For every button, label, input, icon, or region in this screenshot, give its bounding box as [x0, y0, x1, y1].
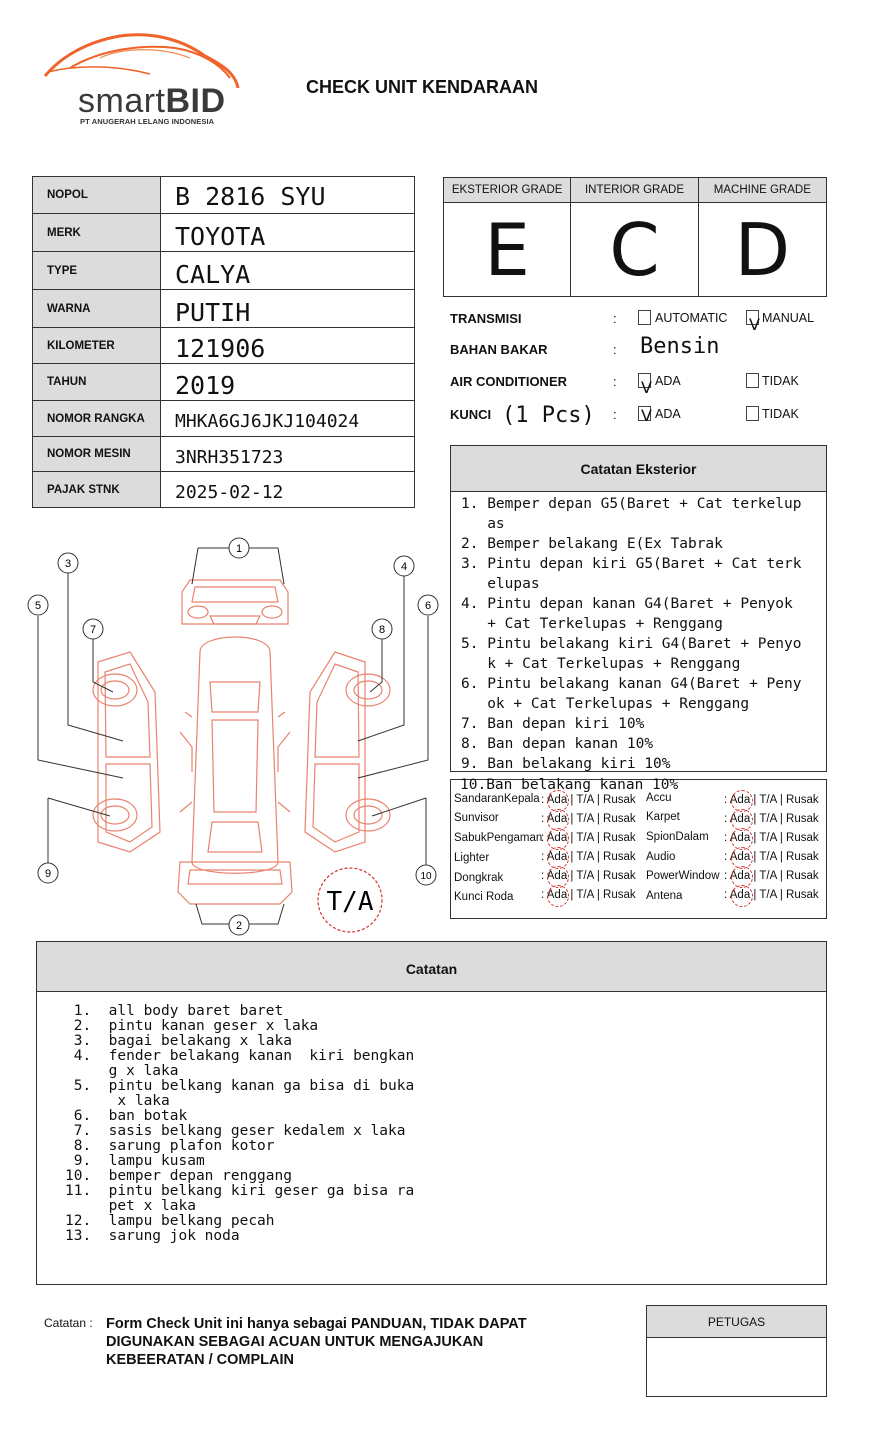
ada-circle-mark: [547, 885, 569, 907]
marker-3: 3: [64, 558, 72, 570]
grade-label: MACHINE GRADE: [699, 178, 826, 203]
notes-title: Catatan: [37, 942, 826, 992]
colon: :: [613, 407, 617, 422]
accessory-options: : Ada | T/A | Rusak: [724, 851, 819, 863]
automatic-checkbox[interactable]: [638, 310, 651, 325]
grade-panel: [443, 177, 827, 297]
grade-value: D: [734, 207, 791, 292]
kunci-ada-label: ADA: [655, 407, 681, 421]
note-line: 6. ban botak: [65, 1108, 188, 1124]
info-label: KILOMETER: [33, 328, 161, 364]
marker-7: 7: [89, 624, 97, 636]
accessory-options: : Ada | T/A | Rusak: [541, 832, 636, 844]
accessory-options: : Ada | T/A | Rusak: [724, 832, 819, 844]
marker-10: 10: [420, 871, 432, 882]
info-label: WARNA: [33, 290, 161, 328]
accessory-label: Karpet: [646, 811, 680, 823]
kunci-label: KUNCI: [450, 407, 492, 422]
car-outline: [93, 580, 390, 904]
accessory-options: : Ada | T/A | Rusak: [541, 851, 636, 863]
vehicle-info-table: [32, 176, 415, 508]
kunci-tidak-label: TIDAK: [762, 407, 799, 421]
footer-label: Catatan :: [44, 1316, 93, 1330]
grade-label: EKSTERIOR GRADE: [444, 178, 570, 203]
accessory-options: : Ada | T/A | Rusak: [724, 813, 819, 825]
info-value: 2019: [161, 364, 415, 401]
ac-label: AIR CONDITIONER: [450, 374, 567, 389]
logo-wordmark: smartBID: [78, 82, 226, 120]
marker-6: 6: [424, 600, 432, 612]
accessory-label: Kunci Roda: [454, 891, 514, 903]
info-value: 2025-02-12: [161, 472, 415, 508]
transmisi-label: TRANSMISI: [450, 311, 522, 326]
exterior-notes-title: Catatan Eksterior: [451, 446, 826, 492]
exterior-note-line: 9. Ban belakang kiri 10%: [461, 756, 671, 772]
colon: :: [613, 311, 617, 326]
petugas-label: PETUGAS: [647, 1306, 826, 1338]
accessory-label: SandaranKepala: [454, 793, 540, 805]
note-line: 8. sarung plafon kotor: [65, 1138, 275, 1154]
accessory-label: Dongkrak: [454, 872, 504, 884]
accessory-label: Accu: [646, 792, 672, 804]
exterior-note-line: 6. Pintu belakang kanan G4(Baret + Peny: [461, 676, 802, 692]
grade-exterior: [444, 178, 571, 296]
marker-1: 1: [235, 543, 243, 555]
note-line: 11. pintu belkang kiri geser ga bisa ra: [65, 1183, 415, 1199]
accessory-options: : Ada | T/A | Rusak: [541, 813, 636, 825]
info-label: NOPOL: [33, 177, 161, 214]
accessory-options: : Ada | T/A | Rusak: [541, 794, 636, 806]
ta-stamp: T/A: [326, 887, 374, 917]
accessory-label: Audio: [646, 851, 676, 863]
info-label: NOMOR MESIN: [33, 437, 161, 472]
note-line: 10. bemper depan renggang: [65, 1168, 292, 1184]
grade-interior: [571, 178, 698, 296]
note-line: 3. bagai belakang x laka: [65, 1033, 292, 1049]
grade-machine: [699, 178, 826, 296]
accessory-options: : Ada | T/A | Rusak: [541, 870, 636, 882]
accessory-label: SabukPengaman: [454, 832, 543, 844]
info-value: TOYOTA: [161, 214, 415, 252]
info-label: NOMOR RANGKA: [33, 401, 161, 437]
exterior-note-line: 4. Pintu depan kanan G4(Baret + Penyok: [461, 596, 793, 612]
notes-panel: [36, 941, 827, 1285]
marker-4: 4: [400, 561, 408, 573]
colon: :: [613, 342, 617, 357]
petugas-signature-box: [646, 1305, 827, 1397]
note-line: pet x laka: [65, 1198, 196, 1214]
bahan-bakar-label: BAHAN BAKAR: [450, 342, 548, 357]
exterior-note-line: k + Cat Terkelupas + Renggang: [461, 656, 741, 672]
accessory-label: Antena: [646, 890, 683, 902]
marker-9: 9: [44, 868, 52, 880]
note-line: 5. pintu belkang kanan ga bisa di buka: [65, 1078, 415, 1094]
accessory-label: PowerWindow: [646, 870, 720, 882]
exterior-note-line: 5. Pintu belakang kiri G4(Baret + Penyo: [461, 636, 802, 652]
exterior-note-line: + Cat Terkelupas + Renggang: [461, 616, 723, 632]
accessory-label: SpionDalam: [646, 831, 709, 843]
kunci-tidak-checkbox[interactable]: [746, 406, 759, 421]
check-mark-icon: V: [641, 406, 652, 425]
colon: :: [613, 374, 617, 389]
ada-circle-mark: [731, 885, 753, 907]
car-damage-diagram: [20, 532, 445, 937]
ac-tidak-checkbox[interactable]: [746, 373, 759, 388]
note-line: 13. sarung jok noda: [65, 1228, 240, 1244]
leader-lines: [38, 548, 428, 924]
exterior-note-line: ok + Cat Terkelupas + Renggang: [461, 696, 750, 712]
note-line: g x laka: [65, 1063, 179, 1079]
exterior-note-line: 2. Bemper belakang E(Ex Tabrak: [461, 536, 723, 552]
grade-value: C: [609, 207, 660, 292]
marker-8: 8: [378, 624, 386, 636]
info-label: TYPE: [33, 252, 161, 290]
check-mark-icon: V: [749, 315, 760, 334]
accessory-options: : Ada | T/A | Rusak: [724, 794, 819, 806]
kunci-count: (1 Pcs): [502, 403, 595, 428]
info-label: TAHUN: [33, 364, 161, 401]
info-value: MHKA6GJ6JKJ104024: [161, 401, 415, 437]
check-mark-icon: V: [641, 378, 652, 397]
footer-disclaimer: Form Check Unit ini hanya sebagai PANDUAN, TIDAK DAPAT DIGUNAKAN SEBAGAI ACUAN UNTUK MENGAJUKAN KEBEERATAN / COMPLAIN: [106, 1316, 527, 1368]
bahan-bakar-value: Bensin: [640, 334, 720, 359]
exterior-notes-panel: [450, 445, 827, 772]
accessory-label: Sunvisor: [454, 812, 499, 824]
info-value: 3NRH351723: [161, 437, 415, 472]
note-line: 7. sasis belkang geser kedalem x laka: [65, 1123, 406, 1139]
note-line: 4. fender belakang kanan kiri bengkan: [65, 1048, 415, 1064]
automatic-label: AUTOMATIC: [655, 311, 728, 325]
note-line: 2. pintu kanan geser x laka: [65, 1018, 319, 1034]
exterior-note-line: 7. Ban depan kiri 10%: [461, 716, 645, 732]
exterior-note-line: as: [461, 516, 505, 532]
grade-label: INTERIOR GRADE: [571, 178, 697, 203]
info-value: 121906: [161, 328, 415, 364]
info-label: PAJAK STNK: [33, 472, 161, 508]
ac-ada-label: ADA: [655, 374, 681, 388]
accessory-options: : Ada | T/A | Rusak: [724, 889, 819, 901]
page-title: CHECK UNIT KENDARAAN: [306, 77, 538, 97]
exterior-note-line: elupas: [461, 576, 540, 592]
note-line: 12. lampu belkang pecah: [65, 1213, 275, 1229]
exterior-note-line: 3. Pintu depan kiri G5(Baret + Cat terk: [461, 556, 802, 572]
exterior-note-line: 10.Ban belakang kanan 10%: [460, 777, 679, 793]
ac-tidak-label: TIDAK: [762, 374, 799, 388]
note-line: 9. lampu kusam: [65, 1153, 205, 1169]
logo-company: PT ANUGERAH LELANG INDONESIA: [80, 117, 215, 126]
marker-2: 2: [235, 920, 243, 932]
info-value: CALYA: [161, 252, 415, 290]
note-line: 1. all body baret baret: [65, 1003, 284, 1019]
accessories-panel: [450, 779, 827, 919]
accessory-options: : Ada | T/A | Rusak: [541, 889, 636, 901]
info-label: MERK: [33, 214, 161, 252]
marker-5: 5: [34, 600, 42, 612]
info-value: PUTIH: [161, 290, 415, 328]
note-line: x laka: [65, 1093, 170, 1109]
exterior-note-line: 1. Bemper depan G5(Baret + Cat terkelup: [461, 496, 802, 512]
grade-value: E: [484, 207, 530, 292]
manual-label: MANUAL: [762, 311, 815, 325]
exterior-note-line: 8. Ban depan kanan 10%: [461, 736, 654, 752]
accessory-options: : Ada | T/A | Rusak: [724, 870, 819, 882]
info-value: B 2816 SYU: [161, 177, 415, 214]
diagram-markers: [28, 538, 438, 935]
accessory-label: Lighter: [454, 852, 490, 864]
